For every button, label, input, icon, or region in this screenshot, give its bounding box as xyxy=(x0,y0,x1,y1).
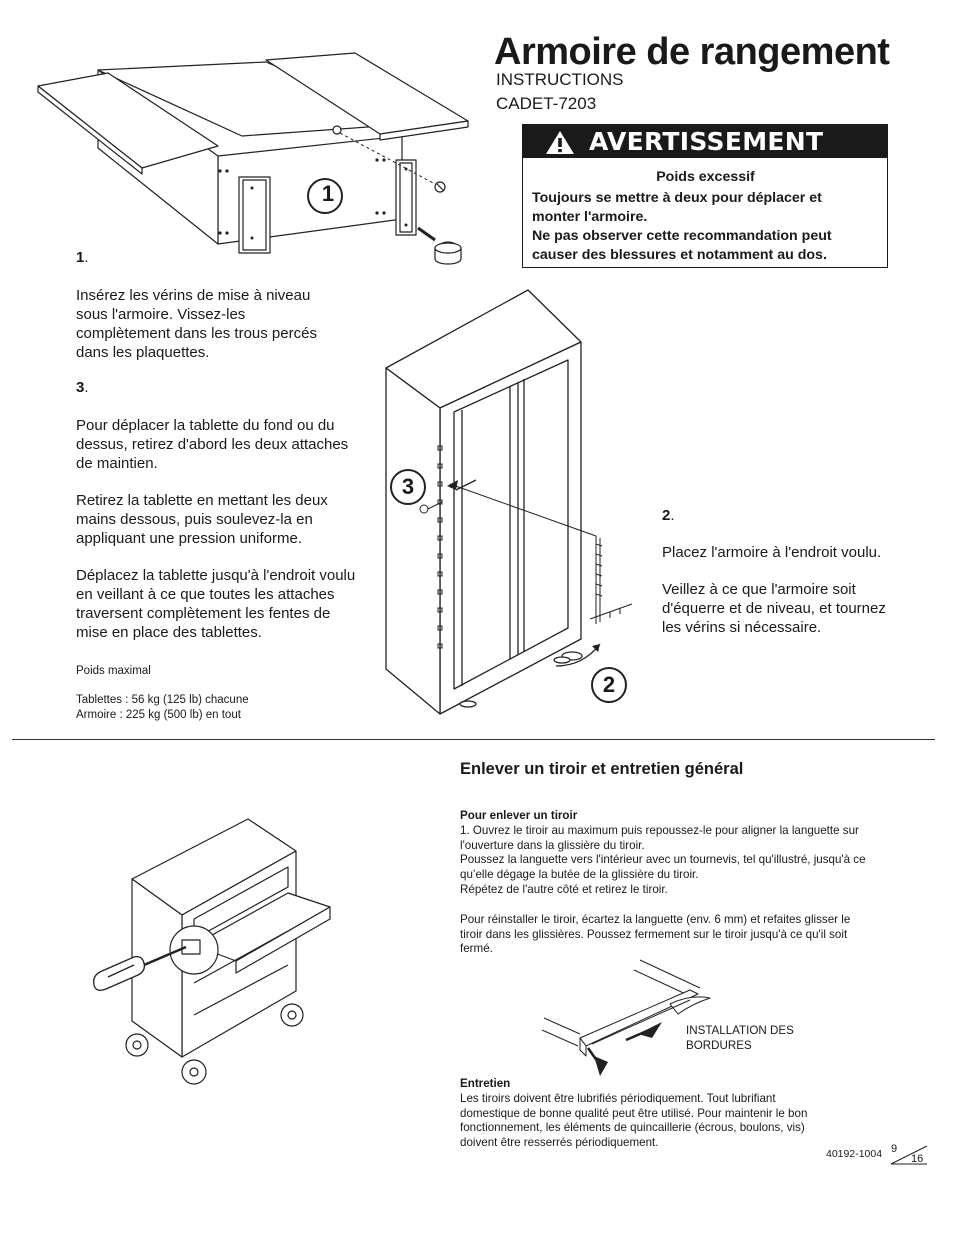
step-1-text: Insérez les vérins de mise à niveau sous l'armoire. Vissez-les complètement dans les trous percés dans les plaquettes. xyxy=(76,287,317,361)
trim-label: INSTALLATION DES BORDURES xyxy=(686,1024,794,1052)
model-number: CADET-7203 xyxy=(496,94,597,113)
trim-installation-illustration xyxy=(540,958,715,1080)
drawer-section-heading: Enlever un tiroir et entretien général xyxy=(460,760,744,778)
step-2-text: Placez l'armoire à l'endroit voulu. Veillez à ce que l'armoire soit d'équerre et de niveau, et tournez les vérins si nécessaire. xyxy=(662,544,886,636)
drawer-removal-illustration xyxy=(90,815,342,1090)
warning-header xyxy=(523,125,887,158)
weights-heading: Poids maximal xyxy=(76,665,151,677)
step-2-number: 2. xyxy=(662,507,675,524)
warning-heading: AVERTISSEMENT xyxy=(589,127,824,156)
callout-1: 1 xyxy=(321,181,335,206)
document-code: 40192-1004 xyxy=(826,1148,883,1160)
warning-line: Ne pas observer cette recommandation peut xyxy=(532,228,832,244)
warning-subheading: Poids excessif xyxy=(656,169,755,185)
leveler-installation-illustration xyxy=(30,48,475,273)
weights-cabinet: Armoire : 225 kg (500 lb) en tout xyxy=(76,709,241,721)
warning-triangle-icon xyxy=(545,130,575,155)
step-3-number: 3. xyxy=(76,379,89,396)
page-title: Armoire de rangement xyxy=(494,31,890,73)
cabinet-placement-illustration xyxy=(378,284,648,719)
warning-line: monter l'armoire. xyxy=(532,209,648,225)
weights-shelves: Tablettes : 56 kg (125 lb) chacune xyxy=(76,694,249,706)
warning-box xyxy=(522,124,888,268)
maintenance-text: Entretien Les tiroirs doivent être lubrifiés périodiquement. Tout lubrifiant domestique de bonne qualité peut être utilisé. Pour maintenir le bon fonctionnement, les éléments de quincaillerie (écrous, boulons, vis) doivent être resserrés périodiquement. xyxy=(460,1077,808,1150)
callout-2: 2 xyxy=(602,672,616,697)
warning-line: Toujours se mettre à deux pour déplacer et xyxy=(532,190,822,206)
warning-line: causer des blessures et notamment au dos. xyxy=(532,247,827,263)
section-divider xyxy=(12,739,935,740)
callout-3: 3 xyxy=(401,474,415,499)
page-number: 9 16 xyxy=(889,1144,929,1166)
step-1-number: 1. xyxy=(76,249,89,266)
step-3-text: Pour déplacer la tablette du fond ou du dessus, retirez d'abord les deux attaches de maintien. Retirez la tablette en mettant les deux mains dessous, puis soulevez-la en appliquant une pression uniforme. Déplacez la tablette jusqu'à l'endroit voulu en veillant à ce que toutes les attaches traversent complètement les fentes de mise en place des tablettes. xyxy=(76,417,356,641)
instructions-label: INSTRUCTIONS xyxy=(496,70,624,89)
drawer-removal-text: Pour enlever un tiroir 1. Ouvrez le tiroir au maximum puis repoussez-le pour aligner la languette sur l'ouverture dans la glissière du tiroir. Poussez la languette vers l'intérieur avec un tournevis, tel qu'illustré, jusqu'à ce qu’elle dégage la butée de la glissière du tiroir. Répétez de l'autre côté et retirez le tiroir. Pour réinstaller le tiroir, écartez la languette (env. 6 mm) et refaites glisser le tiroir dans les glissières. Poussez fermement sur le tiroir jusqu'à ce qu'il soit fermé. xyxy=(460,809,866,956)
